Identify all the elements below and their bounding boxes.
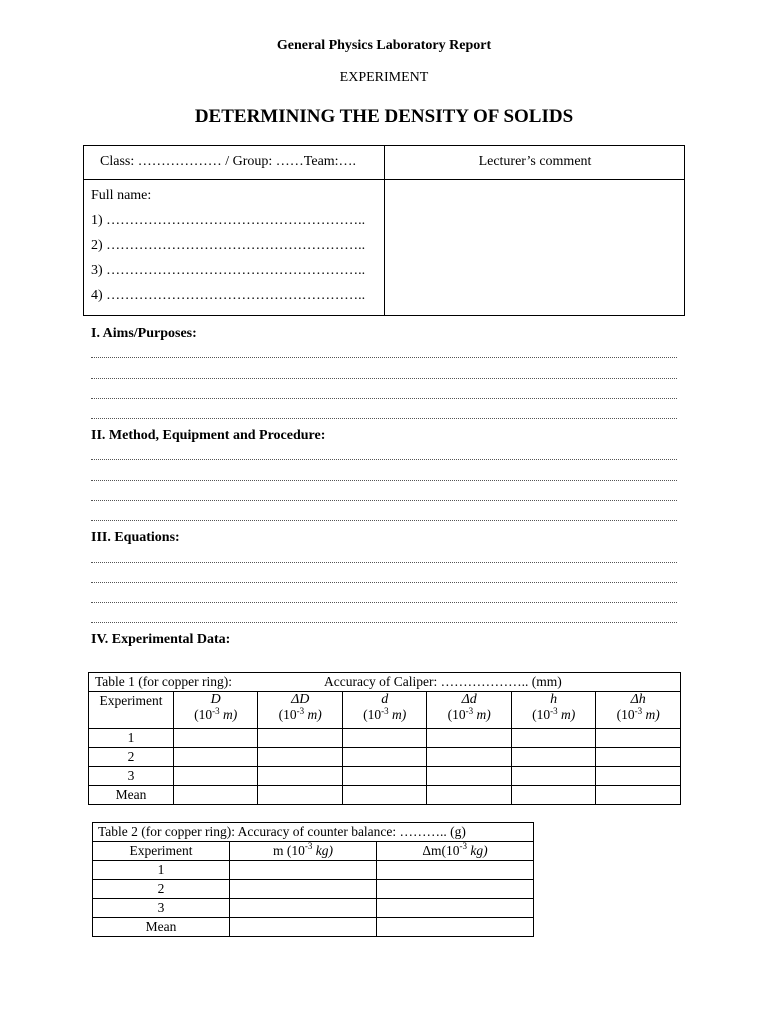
unit-label: ($10^{-3}$ m) <box>616 706 660 722</box>
member-4-field[interactable]: 4) ……………………………………………….. <box>91 288 366 303</box>
table-2-row-label: 1 <box>93 861 230 880</box>
table-1-caption <box>89 673 681 692</box>
table-1-cell[interactable] <box>427 748 511 767</box>
section-equations-heading: III. Equations: <box>91 530 180 545</box>
table-1-cell[interactable] <box>511 729 595 748</box>
table-1-col-header <box>342 692 426 729</box>
class-group-team-field[interactable]: Class: ……………… / Group: ……Team:…. <box>100 154 357 169</box>
info-box-divider-vertical <box>384 146 385 315</box>
unit-label: ($10^{-3}$ m) <box>532 706 576 722</box>
table-2-row-label: 3 <box>93 899 230 918</box>
table-2-cell[interactable] <box>377 861 534 880</box>
section-method-heading: II. Method, Equipment and Procedure: <box>91 428 326 443</box>
table-1-cell[interactable] <box>258 786 342 805</box>
symbol-delta-h: Δh <box>630 692 646 707</box>
table-1-cell[interactable] <box>174 767 258 786</box>
info-box <box>83 145 685 316</box>
symbol-d: d <box>381 692 389 707</box>
table-1-col-header <box>174 692 258 729</box>
table-1-cell[interactable] <box>342 748 426 767</box>
unit-label: ($10^{-3}$ m) <box>278 706 322 722</box>
aims-line[interactable] <box>91 418 677 419</box>
table-1-cell[interactable] <box>596 729 681 748</box>
member-2-field[interactable]: 2) ……………………………………………….. <box>91 238 366 253</box>
table-2-col-m-header: m ($10^{-3}$ kg) <box>230 842 377 861</box>
table-1-cell[interactable] <box>258 767 342 786</box>
report-title: General Physics Laboratory Report <box>276 38 492 53</box>
table-1-row-label: 2 <box>89 748 174 767</box>
unit-label: ($10^{-3}$ m) <box>447 706 491 722</box>
table-1-cell[interactable] <box>596 748 681 767</box>
table-1-cell[interactable] <box>342 729 426 748</box>
aims-line[interactable] <box>91 398 677 399</box>
table-2-cell[interactable] <box>230 899 377 918</box>
symbol-delta-d: Δd <box>461 692 477 707</box>
method-line[interactable] <box>91 520 677 521</box>
member-1-field[interactable]: 1) ……………………………………………….. <box>91 213 366 228</box>
table-2-row-label: 2 <box>93 880 230 899</box>
table-1-cell[interactable] <box>511 748 595 767</box>
table-1-col-header <box>258 692 342 729</box>
table-2-cell[interactable] <box>377 899 534 918</box>
lecturer-comment-label: Lecturer’s comment <box>478 154 592 169</box>
table-1-cell[interactable] <box>511 767 595 786</box>
table-1-cell[interactable] <box>511 786 595 805</box>
experiment-label: EXPERIMENT <box>339 70 429 85</box>
experiment-title: DETERMINING THE DENSITY OF SOLIDS <box>194 106 574 127</box>
equations-line[interactable] <box>91 622 677 623</box>
symbol-h: h <box>550 692 558 707</box>
table-1-cell[interactable] <box>427 786 511 805</box>
table-2-cell[interactable] <box>230 861 377 880</box>
table-1-cell[interactable] <box>174 748 258 767</box>
unit-label: ($10^{-3}$ m) <box>363 706 407 722</box>
table-1-row-label: 3 <box>89 767 174 786</box>
table-2-row-label: Mean <box>93 918 230 937</box>
table-2-cell[interactable] <box>230 880 377 899</box>
symbol-delta-D: ΔD <box>291 692 310 707</box>
table-1-cell[interactable] <box>258 748 342 767</box>
table-1-cell[interactable] <box>258 729 342 748</box>
method-line[interactable] <box>91 459 677 460</box>
table-2-balance <box>92 822 534 937</box>
section-data-heading: IV. Experimental Data: <box>91 632 231 647</box>
table-2-experiment-header: Experiment <box>93 842 230 861</box>
table-1-caliper <box>88 672 681 805</box>
table-1-accuracy: Accuracy of Caliper: ……………….. (mm) <box>324 674 562 689</box>
method-line[interactable] <box>91 480 677 481</box>
table-2-col-dm-header: $\Delta m(10^{-3}$ kg) <box>377 842 534 861</box>
table-1-row-label: 1 <box>89 729 174 748</box>
table-1-experiment-header: Experiment <box>89 692 174 729</box>
symbol-D: D <box>210 692 221 707</box>
table-1-col-header <box>511 692 595 729</box>
equations-line[interactable] <box>91 602 677 603</box>
table-1-cell[interactable] <box>342 786 426 805</box>
table-1-cell[interactable] <box>174 786 258 805</box>
unit-label: ($10^{-3}$ m) <box>194 706 238 722</box>
section-aims-heading: I. Aims/Purposes: <box>91 326 197 341</box>
method-line[interactable] <box>91 500 677 501</box>
table-1-cell[interactable] <box>174 729 258 748</box>
aims-line[interactable] <box>91 378 677 379</box>
aims-line[interactable] <box>91 357 677 358</box>
table-2-cell[interactable] <box>377 880 534 899</box>
equations-line[interactable] <box>91 562 677 563</box>
table-1-cell[interactable] <box>596 786 681 805</box>
table-1-cell[interactable] <box>596 767 681 786</box>
member-3-field[interactable]: 3) ……………………………………………….. <box>91 263 366 278</box>
table-1-caption-left: Table 1 (for copper ring): <box>95 674 232 689</box>
full-name-label: Full name: <box>91 188 152 203</box>
table-1-col-header <box>596 692 681 729</box>
table-1-col-header <box>427 692 511 729</box>
table-2-cell[interactable] <box>230 918 377 937</box>
table-1-row-label: Mean <box>89 786 174 805</box>
table-2-cell[interactable] <box>377 918 534 937</box>
table-1-cell[interactable] <box>427 767 511 786</box>
table-2-caption: Table 2 (for copper ring): Accuracy of counter balance: ……….. (g) <box>93 823 534 842</box>
info-box-divider-horizontal <box>84 179 684 180</box>
table-1-cell[interactable] <box>427 729 511 748</box>
equations-line[interactable] <box>91 582 677 583</box>
table-1-cell[interactable] <box>342 767 426 786</box>
